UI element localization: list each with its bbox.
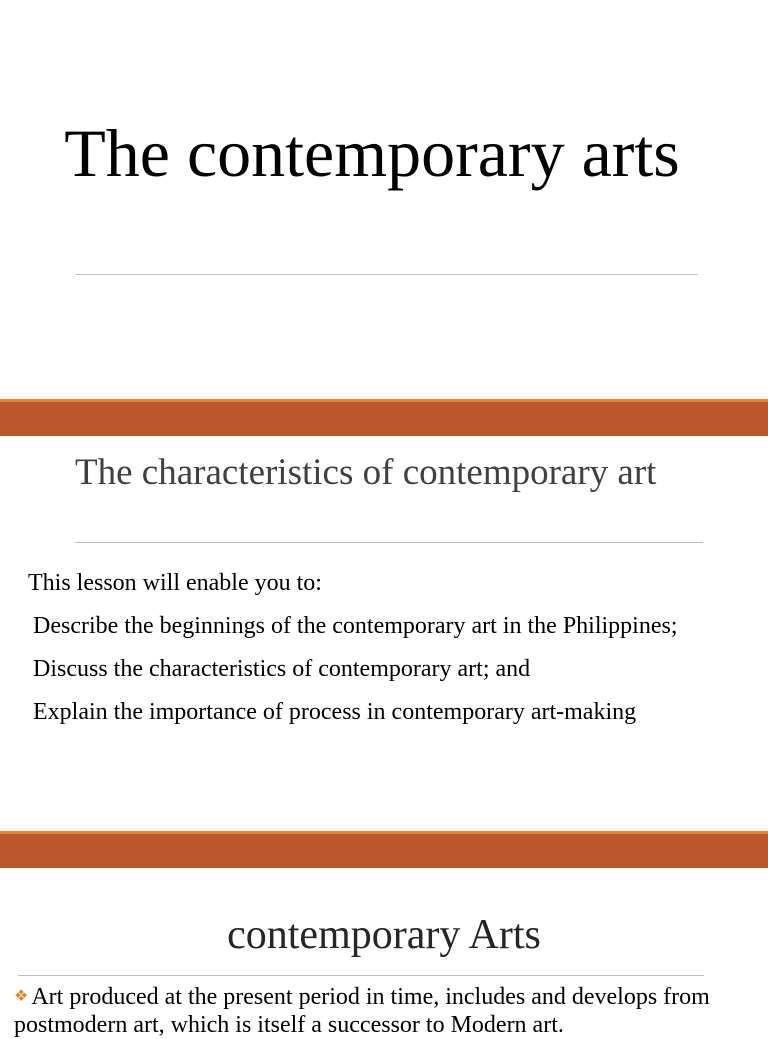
objective-item: Explain the importance of process in contemporary art-making	[33, 699, 637, 725]
bullet-item-text: Art produced at the present period in time, includes and develops from postmodern art, which is itself a successor to Modern art.	[14, 984, 710, 1038]
title-underline	[75, 542, 703, 543]
slide-1-title: The contemporary arts	[64, 115, 680, 191]
objective-item: Discuss the characteristics of contemporary art; and	[33, 656, 531, 682]
slide-2-title: The characteristics of contemporary art	[75, 452, 657, 493]
bullet-item	[14, 982, 714, 1039]
title-underline	[76, 274, 698, 275]
slide-divider	[0, 831, 768, 868]
diamond-bullet-icon: ❖	[14, 986, 29, 1005]
slide-3-title: contemporary Arts	[227, 912, 541, 958]
title-underline	[18, 975, 704, 976]
objective-item: Describe the beginnings of the contemporary art in the Philippines;	[33, 613, 678, 639]
objectives-list	[33, 611, 757, 740]
slide-divider	[0, 399, 768, 436]
lesson-intro: This lesson will enable you to:	[28, 570, 322, 596]
